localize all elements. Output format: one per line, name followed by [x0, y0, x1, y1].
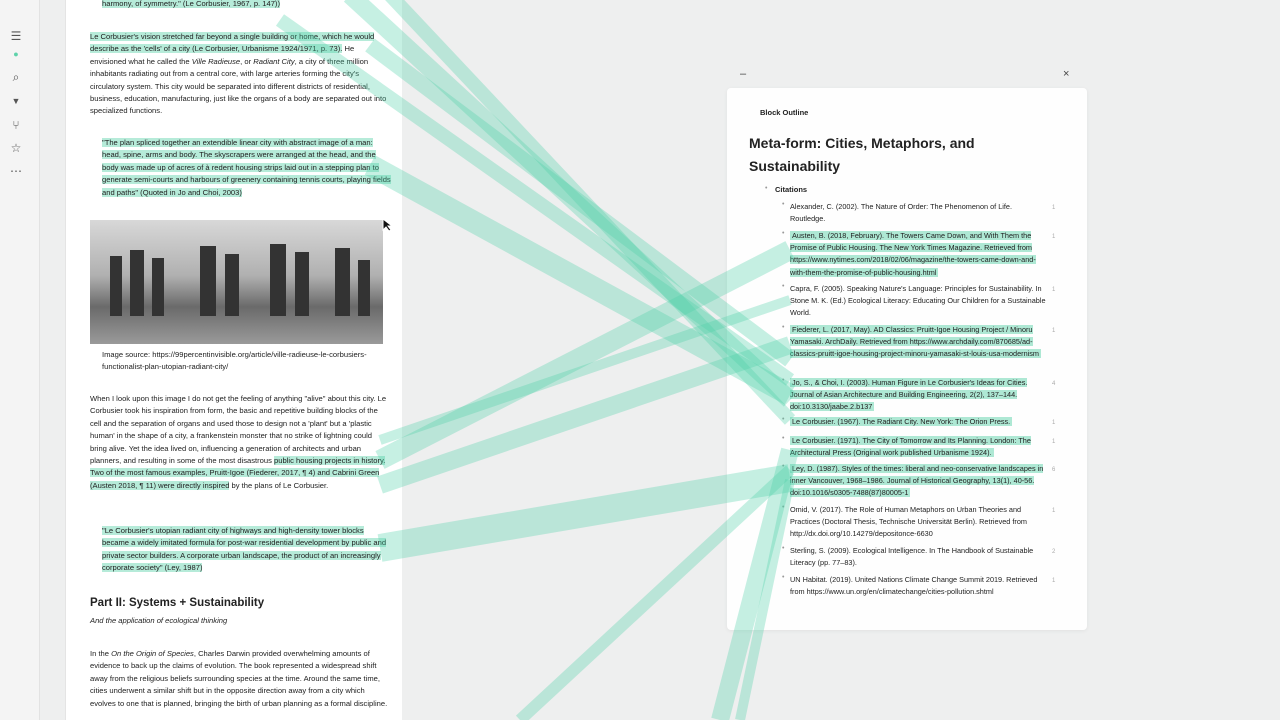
citation-item[interactable]	[790, 435, 1048, 459]
citation-text: Austen, B. (2018, February). The Towers Came Down, and With Them the Promise of Public Housing. The New York Times Magazine. Retrieved from https://www.nytimes.com/2018/02/06/magazine/the-towers-came-down-and-with-them-the-promise-of-public-housing.html	[790, 231, 1036, 277]
reference-count: 1	[1052, 205, 1056, 211]
text: , a city of three million inhabitants radiating out from a central core, with large arteries forming the city's circulatory system. This city would be separated into different districts of residential, business, education, manufacturing, just like the organs of a body are separated out into specialized functions.	[90, 56, 387, 116]
reference-count: 1	[1052, 439, 1056, 445]
bullet-icon: •	[782, 416, 785, 423]
quote-end: harmony, of symmetry." (Le Corbusier, 1967, p. 147))	[102, 0, 280, 8]
highlight-text: public housing projects in history. Two of the most famous examples, Pruitt-Igoe (Fiederer, 2017, ¶ 4) and Cabrini Green (Austen 2018, ¶ 11) were directly inspired	[90, 456, 386, 490]
bullet-icon: •	[782, 230, 785, 237]
reference-count: 1	[1052, 508, 1056, 514]
reference-count: 4	[1052, 381, 1056, 387]
text: by the plans of Le Corbusier.	[229, 480, 329, 490]
reference-count: 2	[1052, 549, 1056, 555]
bullet-icon: •	[782, 545, 785, 552]
citation-text: Fiederer, L. (2017, May). AD Classics: Pruitt-Igoe Housing Project / Minoru Yamasaki. ArchDaily. Retrieved from https://www.archdaily.com/870685/ad-classics-pruitt-igoe-housing-project-minoru-yamasaki-st-louis-usa-modernism	[790, 325, 1039, 359]
more-icon[interactable]: ⋯	[10, 164, 22, 178]
citation-text: Jo, S., & Choi, I. (2003). Human Figure in Le Corbusier's Ideas for Cities. Journal of Asian Architecture and Building Engineering, 2(2), 137–144. doi:10.3130/jaabe.2.b137	[790, 378, 1028, 412]
link-ribbon	[350, 0, 790, 400]
citation-item[interactable]	[790, 201, 1048, 225]
bullet-icon: •	[782, 283, 785, 290]
citation-item[interactable]	[790, 283, 1048, 320]
text: Ville Radieuse	[191, 56, 241, 66]
paragraph-3	[90, 648, 390, 710]
reference-count: 6	[1052, 467, 1056, 473]
text: , Charles Darwin provided overwhelming amounts of evidence to back up the claims of evolution. The book represented a widespread shift away from the religious beliefs surrounding species at the time. Around the same time, cities underwent a similar shift but in the opposite direction away from a city which evolves to one that is planned, bringing the birth of urban planning as a formal discipline.	[90, 649, 388, 708]
citation-text: Le Corbusier. (1971). The City of Tomorrow and Its Planning. London: The Architectural Press (Original work published Urbanisme 1924).	[790, 436, 1031, 458]
citation-text: Omid, V. (2017). The Role of Human Metaphors on Urban Theories and Practices (Doctoral Thesis, Technische Universität Berlin). Retrieved from http://dx.doi.org/10.14279/depositonce-6630	[790, 505, 1027, 539]
citation-text: Sterling, S. (2009). Ecological Intelligence. In The Handbook of Sustainable Literacy (pp. 77–83).	[790, 546, 1034, 568]
bullet-icon: •	[782, 504, 785, 511]
sidebar	[0, 0, 40, 720]
menu-icon[interactable]: ☰	[10, 29, 22, 43]
text: , or	[240, 56, 254, 66]
close-button[interactable]: ×	[1063, 68, 1070, 80]
paragraph-1	[90, 31, 390, 118]
panel-title: Block Outline	[760, 108, 809, 117]
radiant-city-image	[90, 220, 383, 344]
citation-text: Ley, D. (1987). Styles of the times: liberal and neo-conservative landscapes in inner Vancouver, 1968–1986. Journal of Historical Geography, 13(1), 40-56. doi:10.1016/s0305-7488(87)80005-1	[790, 464, 1044, 498]
citation-item[interactable]	[790, 545, 1048, 569]
reference-count: 1	[1052, 287, 1056, 293]
citation-text: Le Corbusier. (1967). The Radiant City. New York: The Orion Press.	[792, 417, 1011, 426]
text: Radiant City	[253, 56, 295, 66]
citation-item[interactable]	[790, 463, 1048, 500]
section-heading: Part II: Systems + Sustainability	[90, 597, 265, 609]
bullet-icon: •	[782, 463, 785, 470]
text: When I look upon this image I do not get the feeling of anything "alive" about this city. Le Corbusier took his inspiration from form, the basic and repetitive building blocks of the cell and the separation of organs and used those to design not a 'plant' but a 'plastic human' in the shape of a city, a frankenstein monster that no strike of lightning could bring alive. Yet the idea lived on, influencing a generation of architects and urban planners, and resulting in some of the most disastrous	[90, 394, 387, 466]
citation-text: Alexander, C. (2002). The Nature of Order: The Phenomenon of Life. Routledge.	[790, 202, 1013, 224]
text: He envisioned what he called the	[90, 44, 355, 66]
citation-item[interactable]	[790, 230, 1048, 279]
mouse-cursor-icon	[382, 218, 396, 232]
block-quote-1: "The plan spliced together an extendible linear city with abstract image of a man: head, spine, arms and body. The skyscrapers were arranged at the head, and the body was made up of acres of à redent housing strips laid out in a stepping plan to generate semi-courts and harbours of greenery containing tennis courts, playing fields and paths" (Quoted in Jo and Choi, 2003)	[102, 138, 391, 197]
bullet-icon: •	[782, 324, 785, 331]
citation-item[interactable]	[790, 324, 1048, 361]
citation-item[interactable]	[790, 377, 1048, 414]
block-outline-panel: Block Outline Meta-form: Cities, Metaphors, and Sustainability • Citations • Alexander, C. (2002). The Nature of Order: The Phenomenon of Life. Routledge. 1 • Austen, B. (2018, February). The Towers Came Down, and With Them the Promise of Public Housing. The New York Times Magazine. Retrieved from https://www.nytimes.com/2018/02/06/magazine/the-towers-came-down-and-with-them-the-promise-of-public-housing.html 1 • Capra, F. (2005). Speaking Nature's Language: Principles for Sustainability. In Stone M. K. (Ed.) Ecological Literacy: Educating Our Children for a Sustainable World. 1 • Fiederer, L. (2017, May). AD Classics: Pruitt-Igoe Housing Project / Minoru Yamasaki. ArchDaily. Retrieved from https://www.archdaily.com/870685/ad-classics-pruitt-igoe-housing-project-minoru-yamasaki-st-louis-usa-modernism 1 • Jo, S., & Choi, I. (2003). Human Figure in Le Corbusier's Ideas for Cities. Journal of Asian Architecture and Building Engineering, 2(2), 137–144. doi:10.3130/jaabe.2.b137 4 • Le Corbusier. (1967). The Radiant City. New York: The Orion Press. 1 • Le Corbusier. (1971). The City of Tomorrow and Its Planning. London: The Architectural Press (Original work published Urbanisme 1924). 1 • Ley, D. (1987). Styles of the times: liberal and neo-conservative landscapes in inner Vancouver, 1968–1986. Journal of Historical Geography, 13(1), 40-56. doi:10.1016/s0305-7488(87)80005-1 6 • Omid, V. (2017). The Role of Human Metaphors on Urban Theories and Practices (Doctoral Thesis, Technische Universität Berlin). Retrieved from http://dx.doi.org/10.14279/depositonce-6630 1 • Sterling, S. (2009). Ecological Intelligence. In The Handbook of Sustainable Literacy (pp. 77–83). 2 • UN Habitat. (2019). United Nations Climate Change Summit 2019. Retrieved from https://www.un.org/en/climatechange/cities-pollution.shtml 1	[727, 88, 1087, 630]
citation-item[interactable]	[790, 416, 1048, 428]
highlight-text: Le Corbusier's vision stretched far beyond a single building or home, which he would describe as the 'cells' of a city (Le Corbusier, Urbanisme 1924/1971, p. 73).	[90, 32, 375, 54]
bullet-icon: •	[782, 435, 785, 442]
citations-heading[interactable]: Citations	[775, 185, 808, 194]
reference-count: 1	[1052, 578, 1056, 584]
reference-count: 1	[1052, 234, 1056, 240]
reference-count: 1	[1052, 420, 1056, 426]
reference-count: 1	[1052, 328, 1056, 334]
bullet-icon: •	[782, 574, 785, 581]
search-icon[interactable]: ⌕	[12, 70, 20, 84]
bullet-icon: •	[782, 377, 785, 384]
citation-text: UN Habitat. (2019). United Nations Climate Change Summit 2019. Retrieved from https://www.un.org/en/climatechange/cities-pollution.shtml	[790, 575, 1038, 597]
status-dot-icon: ●	[13, 49, 19, 59]
graph-icon[interactable]: ⑂	[12, 118, 20, 132]
citation-item[interactable]	[790, 574, 1048, 598]
paragraph-2	[90, 393, 390, 492]
block-quote-2: "Le Corbusier's utopian radiant city of highways and high-density tower blocks became a widely imitated formula for post-war residential development by public and private sector builders. A corporate urban landscape, the product of an increasingly corporate society" (Ley, 1987)	[102, 526, 387, 573]
filter-icon[interactable]: ▼	[11, 96, 21, 106]
text: On the Origin of Species	[111, 649, 194, 658]
citation-item[interactable]	[790, 504, 1048, 541]
text: In the	[90, 649, 112, 658]
image-caption: Image source: https://99percentinvisible.org/article/ville-radieuse-le-corbusiers-functionalist-plan-utopian-radiant-city/	[102, 350, 367, 372]
citation-text: Capra, F. (2005). Speaking Nature's Language: Principles for Sustainability. In Stone M. K. (Ed.) Ecological Literacy: Educating Our Children for a Sustainable World.	[790, 284, 1046, 318]
page-title: Meta-form: Cities, Metaphors, and Sustainability	[749, 135, 975, 174]
star-icon[interactable]: ☆	[10, 141, 22, 155]
bullet-icon: •	[782, 201, 785, 208]
document-page	[65, 0, 402, 720]
minimize-button[interactable]: –	[740, 68, 747, 80]
section-subtitle: And the application of ecological thinking	[90, 616, 228, 625]
